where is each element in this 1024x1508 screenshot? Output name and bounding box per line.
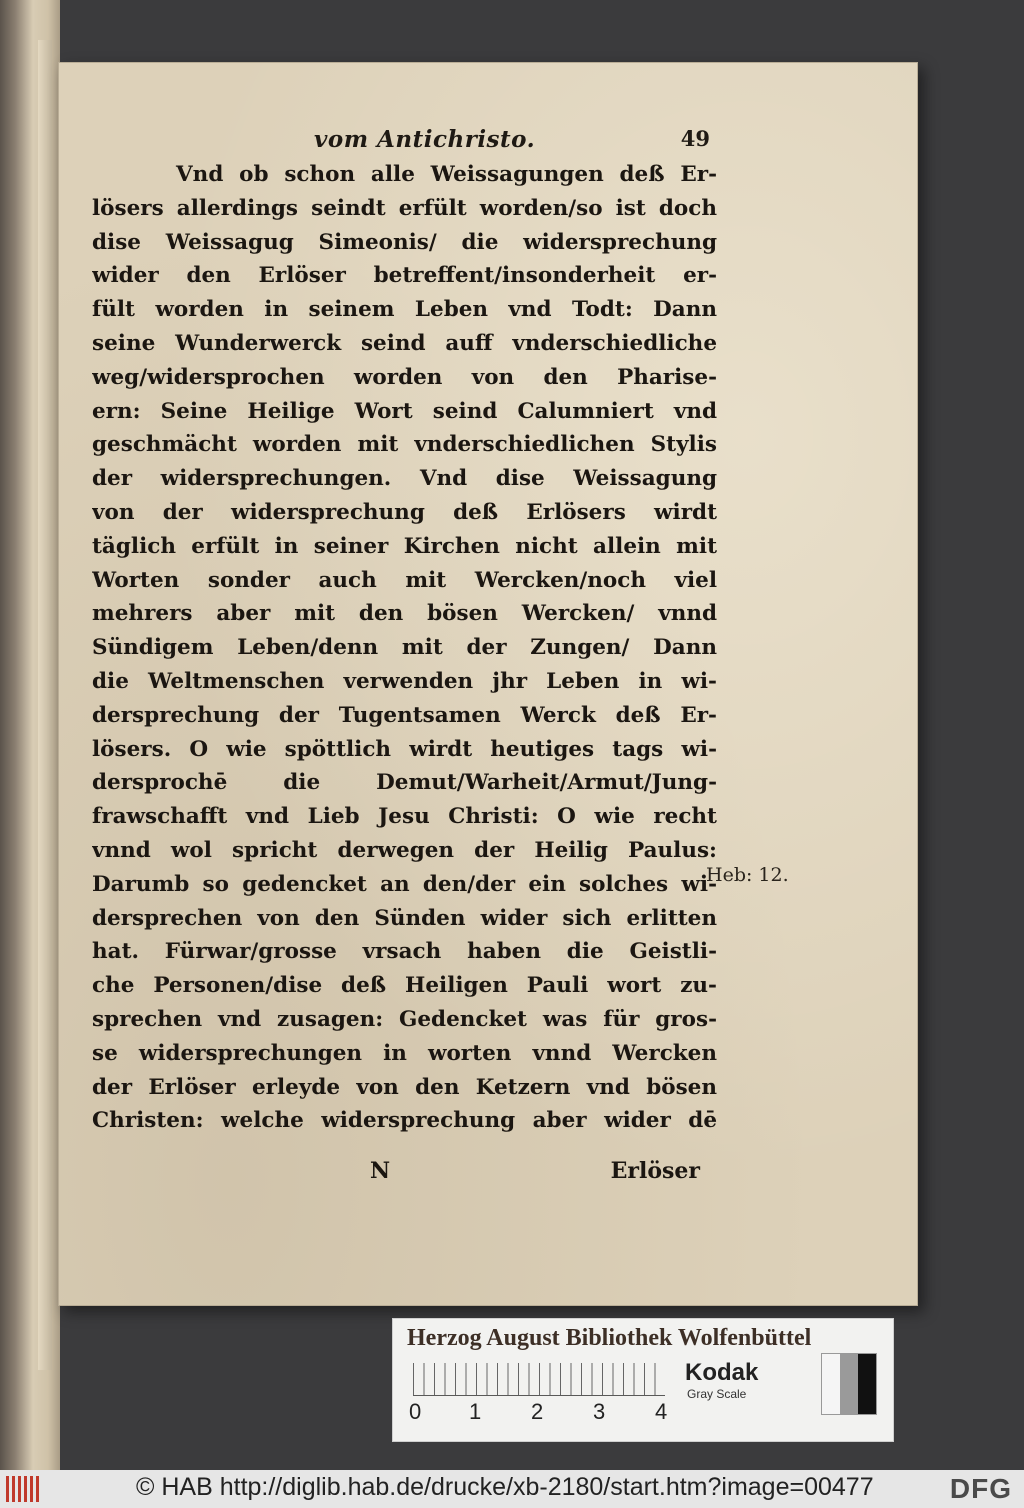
text-line: geschmächt worden mit vnderschiedlichen Stylis — [92, 432, 717, 458]
text-line: sprechen vnd zusagen: Gedencket was für gros- — [92, 1006, 717, 1032]
running-head: vom Antichristo. — [314, 126, 536, 153]
text-line: Darumb so gedencket an den/der ein solches wi- — [92, 871, 717, 897]
text-line: dersprechung der Tugentsamen Werck deß Er- — [92, 702, 717, 728]
ruler-number: 1 — [469, 1399, 482, 1424]
credit-url[interactable]: © HAB http://diglib.hab.de/drucke/xb-2180/start.htm?image=00477 — [136, 1473, 874, 1501]
text-line: täglich erfült in seiner Kirchen nicht allein mit — [92, 533, 717, 559]
library-name: Herzog August Bibliothek Wolfenbüttel — [407, 1325, 812, 1351]
footer-bar — [0, 1470, 1024, 1508]
text-line: Christen: welche widersprechung aber wider dē — [92, 1108, 717, 1134]
text-line: mehrers aber mit den bösen Wercken/ vnnd — [92, 601, 717, 627]
kodak-brand: Kodak — [685, 1359, 759, 1386]
text-line: dersprechen von den Sünden wider sich erlitten — [92, 905, 717, 931]
text-line: weg/widersprochen worden von den Pharise- — [92, 364, 717, 390]
text-line: seine Wunderwerck seind auff vnderschiedliche — [92, 330, 717, 356]
ruler-number: 2 — [531, 1399, 544, 1424]
ruler-number: 3 — [593, 1399, 606, 1424]
color-target-card — [392, 1318, 894, 1442]
text-line: von der widersprechung deß Erlösers wirdt — [92, 499, 717, 525]
text-line: Vnd ob schon alle Weissagungen deß Er- — [176, 162, 717, 187]
text-line: lösers. O wie spöttlich wirdt heutiges tags wi- — [92, 736, 717, 762]
ruler-scale — [413, 1363, 665, 1396]
page-header — [300, 126, 720, 160]
catchword-line — [370, 1158, 700, 1190]
text-line: wider den Erlöser betreffent/insonderheit er- — [92, 263, 717, 289]
swatch-black — [858, 1354, 876, 1414]
catchword: Erlöser — [610, 1158, 700, 1184]
margin-note: Heb: 12. — [706, 864, 789, 886]
text-line: Worten sonder auch mit Wercken/noch viel — [92, 567, 717, 593]
page-number: 49 — [680, 126, 710, 151]
text-line: die Weltmenschen verwenden jhr Leben in wi- — [92, 668, 717, 694]
gray-swatches — [821, 1353, 877, 1415]
text-line: ern: Seine Heilige Wort seind Calumniert vnd — [92, 398, 717, 424]
signature-mark: N — [370, 1158, 391, 1184]
text-line: lösers allerdings seindt erfült worden/so ist doch — [92, 195, 717, 221]
text-line: der widersprechungen. Vnd dise Weissagung — [92, 466, 717, 492]
text-line: se widersprechungen in worten vnnd Wercken — [92, 1040, 717, 1066]
text-line: der Erlöser erleyde von den Ketzern vnd bösen — [92, 1074, 717, 1100]
binding-edge — [38, 40, 52, 1370]
text-block — [92, 158, 717, 1138]
ruler-number: 4 — [655, 1399, 668, 1424]
ruler-numbers — [409, 1399, 679, 1427]
swatch-gray — [840, 1354, 858, 1414]
text-line: che Personen/dise deß Heiligen Pauli wort zu- — [92, 973, 717, 999]
text-line: Sündigem Leben/denn mit der Zungen/ Dann — [92, 635, 717, 661]
hab-logo-icon — [6, 1476, 40, 1502]
text-line: vnnd wol spricht derwegen der Heilig Paulus: — [92, 837, 717, 863]
dfg-logo: DFG — [949, 1473, 1012, 1504]
text-line: frawschafft vnd Lieb Jesu Christi: O wie recht — [92, 804, 717, 830]
text-line: hat. Fürwar/grosse vrsach haben die Geistli- — [92, 939, 717, 965]
text-line: fült worden in seinem Leben vnd Todt: Dann — [92, 297, 717, 323]
gray-scale-label: Gray Scale — [687, 1387, 747, 1401]
text-line: dise Weissagug Simeonis/ die widersprechung — [92, 229, 717, 255]
text-line: dersprochē die Demut/Warheit/Armut/Jung- — [92, 770, 717, 796]
ruler-number: 0 — [409, 1399, 422, 1424]
swatch-white — [822, 1354, 840, 1414]
